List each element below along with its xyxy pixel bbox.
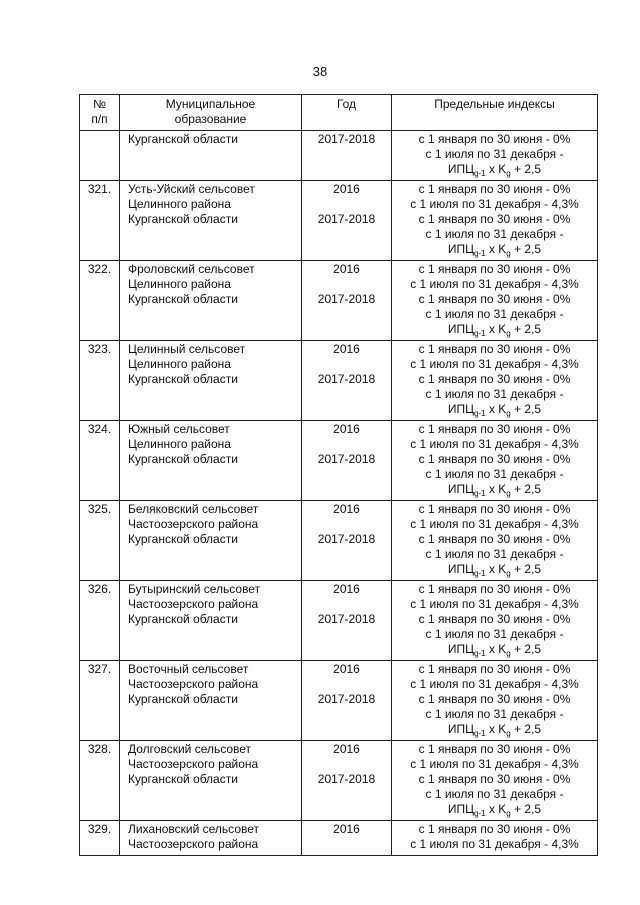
index-line: с 1 июля по 31 декабря -: [425, 707, 564, 721]
table-row: [80, 421, 598, 501]
index-line: с 1 июля по 31 декабря - 4,3%: [410, 357, 579, 371]
index-line: с 1 января по 30 июня - 0%: [418, 182, 571, 196]
row-index: [392, 501, 598, 581]
row-municipality: [120, 581, 302, 661]
municipality-line: Целинный сельсовет: [128, 342, 246, 356]
index-line: с 1 января по 30 июня - 0%: [418, 692, 571, 706]
table-row: [80, 341, 598, 421]
row-index: [392, 741, 598, 821]
index-line: с 1 июля по 31 декабря -: [425, 467, 564, 481]
municipality-line: Курганской области: [128, 612, 238, 626]
formula-subscript: g-1: [474, 649, 486, 658]
index-line: с 1 июля по 31 декабря -: [425, 307, 564, 321]
header-municipality: Муниципальное образование: [120, 95, 302, 131]
row-number: 324.: [80, 421, 120, 501]
index-line: с 1 января по 30 июня - 0%: [418, 212, 571, 226]
year-line: 2017-2018: [317, 612, 376, 626]
year-line: 2017-2018: [317, 772, 376, 786]
index-line: с 1 июля по 31 декабря -: [425, 787, 564, 801]
row-municipality: [120, 421, 302, 501]
index-line: с 1 января по 30 июня - 0%: [418, 372, 571, 386]
municipality-line: Целинного района: [128, 197, 231, 211]
row-municipality: [120, 341, 302, 421]
year-spacer: [302, 757, 391, 772]
index-line: с 1 января по 30 июня - 0%: [418, 822, 571, 836]
table-row: [80, 501, 598, 581]
row-number: 327.: [80, 661, 120, 741]
year-line: 2016: [333, 422, 360, 436]
index-line: с 1 января по 30 июня - 0%: [418, 502, 571, 516]
row-year: 2017-2018: [302, 131, 392, 181]
index-formula: $ИПЦ_{g-1}$ x $K_g + 2,5$: [447, 402, 542, 418]
index-line: с 1 июля по 31 декабря - 4,3%: [410, 597, 579, 611]
formula-subscript: g-1: [474, 169, 486, 178]
year-line: 2017-2018: [317, 692, 376, 706]
row-municipality: [120, 741, 302, 821]
year-spacer: [302, 197, 391, 212]
row-municipality: [120, 181, 302, 261]
year-line: 2017-2018: [317, 532, 376, 546]
index-line: с 1 января по 30 июня - 0%: [418, 342, 571, 356]
table-row: [80, 181, 598, 261]
year-line: 2016: [333, 262, 360, 276]
year-line: 2017-2018: [317, 452, 376, 466]
municipality-line: Курганской области: [128, 372, 238, 386]
index-line: с 1 июля по 31 декабря - 4,3%: [410, 277, 579, 291]
formula-subscript: g: [506, 409, 511, 418]
municipality-line: Целинного района: [128, 357, 231, 371]
index-line: с 1 июля по 31 декабря - 4,3%: [410, 517, 579, 531]
formula-subscript: g: [506, 649, 511, 658]
row-municipality: [120, 821, 302, 856]
municipality-line: Целинного района: [128, 277, 231, 291]
year-line: 2016: [333, 822, 360, 836]
municipality-line: Курганской области: [128, 772, 238, 786]
municipality-line: Частоозерского района: [128, 517, 259, 531]
index-line: с 1 июля по 31 декабря -: [425, 387, 564, 401]
row-index: с 1 января по 30 июня - 0% с 1 июля по 31 декабря - $ИПЦ_{g-1}$ x $K_g + 2,5$: [392, 131, 598, 181]
formula-subscript: g: [506, 489, 511, 498]
index-formula: $ИПЦ_{g-1}$ x $K_g + 2,5$: [447, 722, 542, 738]
page-number: 38: [312, 64, 328, 79]
formula-subscript: g: [506, 329, 511, 338]
row-year: [302, 421, 392, 501]
index-line: с 1 января по 30 июня - 0%: [418, 452, 571, 466]
formula-subscript: g-1: [474, 729, 486, 738]
row-number: 322.: [80, 261, 120, 341]
municipality-line: Частоозерского района: [128, 837, 259, 851]
index-line: с 1 января по 30 июня - 0%: [418, 612, 571, 626]
row-number: 329.: [80, 821, 120, 856]
year-line: 2016: [333, 182, 360, 196]
year-spacer: [302, 517, 391, 532]
row-municipality: [120, 661, 302, 741]
row-index: [392, 421, 598, 501]
year-line: 2017-2018: [317, 292, 376, 306]
index-line: с 1 января по 30 июня - 0%: [418, 292, 571, 306]
index-formula: $ИПЦ_{g-1}$ x $K_g + 2,5$: [447, 642, 542, 658]
year-line: 2016: [333, 582, 360, 596]
index-line: с 1 июля по 31 декабря - 4,3%: [410, 837, 579, 851]
row-year: [302, 581, 392, 661]
index-line: с 1 января по 30 июня - 0%: [418, 742, 571, 756]
row-municipality: [120, 261, 302, 341]
formula-subscript: g-1: [474, 329, 486, 338]
row-index: [392, 821, 598, 856]
index-line: с 1 июля по 31 декабря - 4,3%: [410, 677, 579, 691]
table-row-continuation: [80, 131, 598, 181]
formula-subscript: g: [506, 729, 511, 738]
table-row: [80, 661, 598, 741]
row-index: [392, 581, 598, 661]
index-line: с 1 июля по 31 декабря - 4,3%: [410, 437, 579, 451]
municipality-line: Южный сельсовет: [128, 422, 230, 436]
formula-subscript: g: [506, 569, 511, 578]
row-year: [302, 821, 392, 856]
table-row: [80, 821, 598, 856]
header-number: № п/п: [80, 95, 120, 131]
row-index: [392, 181, 598, 261]
row-year: [302, 501, 392, 581]
index-formula: $ИПЦ_{g-1}$ x $K_g + 2,5$: [447, 162, 542, 178]
formula-subscript: g-1: [474, 569, 486, 578]
formula-subscript: g-1: [474, 249, 486, 258]
index-line: с 1 июля по 31 декабря - 4,3%: [410, 197, 579, 211]
index-line: с 1 июля по 31 декабря -: [425, 227, 564, 241]
municipality-line: Бутыринский сельсовет: [128, 582, 261, 596]
municipality-line: Частоозерского района: [128, 677, 259, 691]
year-spacer: [302, 277, 391, 292]
index-line: с 1 января по 30 июня - 0%: [418, 532, 571, 546]
formula-subscript: g-1: [474, 489, 486, 498]
row-year: [302, 741, 392, 821]
formula-subscript: g: [506, 249, 511, 258]
row-number: [80, 131, 120, 181]
municipality-line: Беляковский сельсовет: [128, 502, 259, 516]
table-row: [80, 581, 598, 661]
municipality-line: Курганской области: [128, 532, 238, 546]
row-number: 328.: [80, 741, 120, 821]
municipality-line: Целинного района: [128, 437, 231, 451]
municipality-line: Долговский сельсовет: [128, 742, 252, 756]
municipality-line: Курганской области: [128, 452, 238, 466]
municipality-line: Частоозерского района: [128, 597, 259, 611]
municipality-line: Частоозерского района: [128, 757, 259, 771]
row-number: 326.: [80, 581, 120, 661]
row-number: 325.: [80, 501, 120, 581]
municipality-line: Курганской области: [128, 212, 238, 226]
table-row: [80, 741, 598, 821]
municipality-line: Курганской области: [128, 692, 238, 706]
row-index: [392, 341, 598, 421]
row-year: [302, 661, 392, 741]
index-formula: $ИПЦ_{g-1}$ x $K_g + 2,5$: [447, 562, 542, 578]
header-index: Предельные индексы: [392, 95, 598, 131]
row-municipality: [120, 501, 302, 581]
index-line: с 1 января по 30 июня - 0%: [418, 422, 571, 436]
row-index: [392, 661, 598, 741]
index-line: с 1 января по 30 июня - 0%: [418, 262, 571, 276]
row-number: 323.: [80, 341, 120, 421]
municipality-line: Лихановский сельсовет: [128, 822, 259, 836]
row-year: [302, 341, 392, 421]
municipality-line: Курганской области: [128, 292, 238, 306]
index-line: с 1 января по 30 июня - 0%: [418, 582, 571, 596]
year-line: 2017-2018: [317, 372, 376, 386]
table-row: [80, 261, 598, 341]
row-year: [302, 181, 392, 261]
municipality-line: Усть-Уйский сельсовет: [128, 182, 255, 196]
index-formula: $ИПЦ_{g-1}$ x $K_g + 2,5$: [447, 322, 542, 338]
year-line: 2016: [333, 342, 360, 356]
year-line: 2016: [333, 662, 360, 676]
index-line: с 1 января по 30 июня - 0%: [418, 662, 571, 676]
table-header-row: [80, 95, 598, 131]
row-index: [392, 261, 598, 341]
formula-subscript: g-1: [474, 409, 486, 418]
municipality-line: Восточный сельсовет: [128, 662, 249, 676]
row-number: 321.: [80, 181, 120, 261]
year-line: 2017-2018: [317, 212, 376, 226]
index-line: с 1 июля по 31 декабря - 4,3%: [410, 757, 579, 771]
year-line: 2016: [333, 502, 360, 516]
index-line: с 1 июля по 31 декабря -: [425, 547, 564, 561]
header-year: Год: [302, 95, 392, 131]
year-spacer: [302, 597, 391, 612]
row-year: [302, 261, 392, 341]
row-municipality: Курганской области: [120, 131, 302, 181]
index-line: с 1 июля по 31 декабря -: [425, 627, 564, 641]
year-spacer: [302, 437, 391, 452]
formula-subscript: g-1: [474, 809, 486, 818]
index-line: с 1 января по 30 июня - 0%: [418, 772, 571, 786]
index-formula: $ИПЦ_{g-1}$ x $K_g + 2,5$: [447, 242, 542, 258]
municipality-line: Фроловский сельсовет: [128, 262, 255, 276]
year-spacer: [302, 357, 391, 372]
formula-subscript: g: [506, 169, 511, 178]
year-line: 2016: [333, 742, 360, 756]
formula-subscript: g: [506, 809, 511, 818]
index-formula: $ИПЦ_{g-1}$ x $K_g + 2,5$: [447, 802, 542, 818]
index-formula: $ИПЦ_{g-1}$ x $K_g + 2,5$: [447, 482, 542, 498]
indices-table: [79, 94, 598, 856]
year-spacer: [302, 677, 391, 692]
